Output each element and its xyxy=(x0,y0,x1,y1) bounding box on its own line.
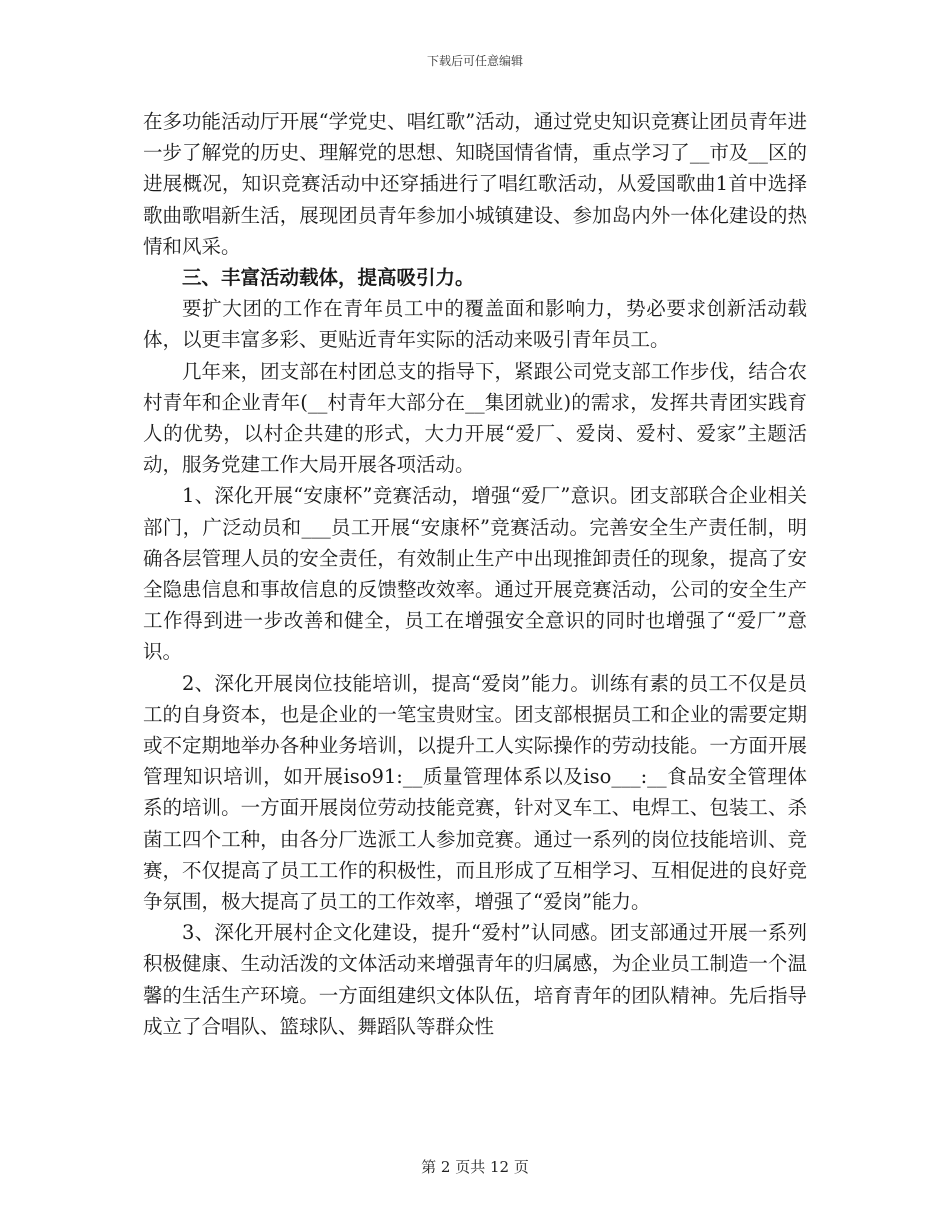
body-paragraph: 几年来，团支部在村团总支的指导下，紧跟公司党支部工作步伐，结合农村青年和企业青年(__村青年大部分在__集团就业)的需求，发挥共青团实践育人的优势，以村企共建的形式，大力开展“爱厂、爱岗、爱村、爱家”主题活动，服务党建工作大局开展各项活动。 xyxy=(143,359,807,477)
document-body xyxy=(143,106,807,1042)
body-paragraph: 3、深化开展村企文化建设，提升“爱村”认同感。团支部通过开展一系列积极健康、生动活泼的文体活动来增强青年的归属感，为企业员工制造一个温馨的生活生产环境。一方面组建织文体队伍，培育青年的团队精神。先后指导成立了合唱队、篮球队、舞蹈队等群众性 xyxy=(143,921,807,1038)
body-paragraph: 要扩大团的工作在青年员工中的覆盖面和影响力，势必要求创新活动载体，以更丰富多彩、更贴近青年实际的活动来吸引青年员工。 xyxy=(143,297,807,352)
section-heading: 三、丰富活动载体，提高吸引力。 xyxy=(182,266,475,290)
page-number: 第 2 页共 12 页 xyxy=(421,1158,529,1176)
body-paragraph: 在多功能活动厅开展“学党史、唱红歌”活动，通过党史知识竞赛让团员青年进一步了解党的历史、理解党的思想、知晓国情省情，重点学习了__市及__区的进展概况，知识竞赛活动中还穿插进行了唱红歌活动，从爱国歌曲1首中选择歌曲歌唱新生活，展现团员青年参加小城镇建设、参加岛内外一体化建设的热情和风采。 xyxy=(143,110,807,258)
body-paragraph: 2、深化开展岗位技能培训，提高“爱岗”能力。训练有素的员工不仅是员工的自身资本，也是企业的一笔宝贵财宝。团支部根据员工和企业的需要定期或不定期地举办各种业务培训，以提升工人实际操作的劳动技能。一方面开展管理知识培训，如开展iso91:__质量管理体系以及iso___:__食品安全管理体系的培训。一方面开展岗位劳动技能竞赛，针对叉车工、电焊工、包装工、杀菌工四个工种，由各分厂选派工人参加竞赛。通过一系列的岗位技能培训、竞赛，不仅提高了员工工作的积极性，而且形成了互相学习、互相促进的良好竞争氛围，极大提高了员工的工作效率，增强了“爱岗”能力。 xyxy=(143,671,807,914)
header-note: 下载后可任意编辑 xyxy=(426,54,523,68)
body-paragraph: 1、深化开展“安康杯”竞赛活动，增强“爱厂”意识。团支部联合企业相关部门，广泛动员和___员工开展“安康杯”竞赛活动。完善安全生产责任制，明确各层管理人员的安全责任，有效制止生产中出现推卸责任的现象，提高了安全隐患信息和事故信息的反馈整改效率。通过开展竞赛活动，公司的安全生产工作得到进一步改善和健全，员工在增强安全意识的同时也增强了“爱厂”意识。 xyxy=(143,484,807,664)
